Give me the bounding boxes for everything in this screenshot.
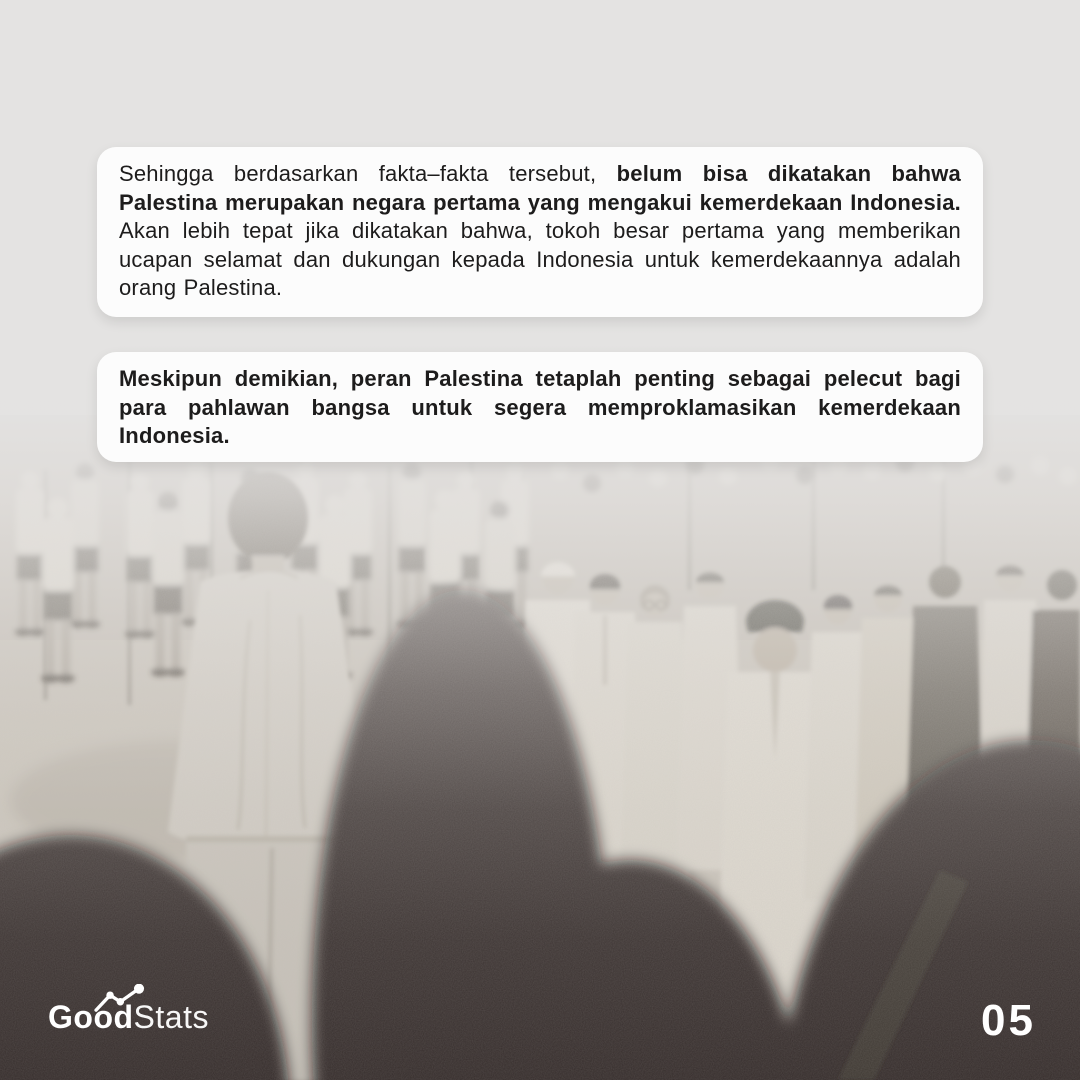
conclusion-card [97,147,983,317]
conclusion-text-regular-2: Akan lebih tepat jika dikatakan bahwa, tokoh besar pertama yang memberikan ucapan selamat dan dukungan kepada Indonesia untuk kemerdekaannya adalah orang Palestina. [119,218,961,300]
page-number: 05 [981,996,1036,1045]
closing-text: Meskipun demikian, peran Palestina tetaplah penting sebagai pelecut bagi para pahlawan bangsa untuk segera memproklamasikan kemerdekaan Indonesia. [119,366,961,448]
conclusion-text-regular-1: Sehingga berdasarkan fakta–fakta tersebut, [119,161,617,186]
brand-light-part: Stats [133,999,209,1035]
brand-bold-part: Good [48,999,134,1035]
closing-card [97,352,983,462]
conclusion-text-bold: belum bisa dikatakan bahwa Palestina merupakan negara pertama yang mengakui kemerdekaan Indonesia. [119,161,961,215]
brand-wordmark [48,1000,209,1034]
goodstats-logo [46,984,296,1048]
